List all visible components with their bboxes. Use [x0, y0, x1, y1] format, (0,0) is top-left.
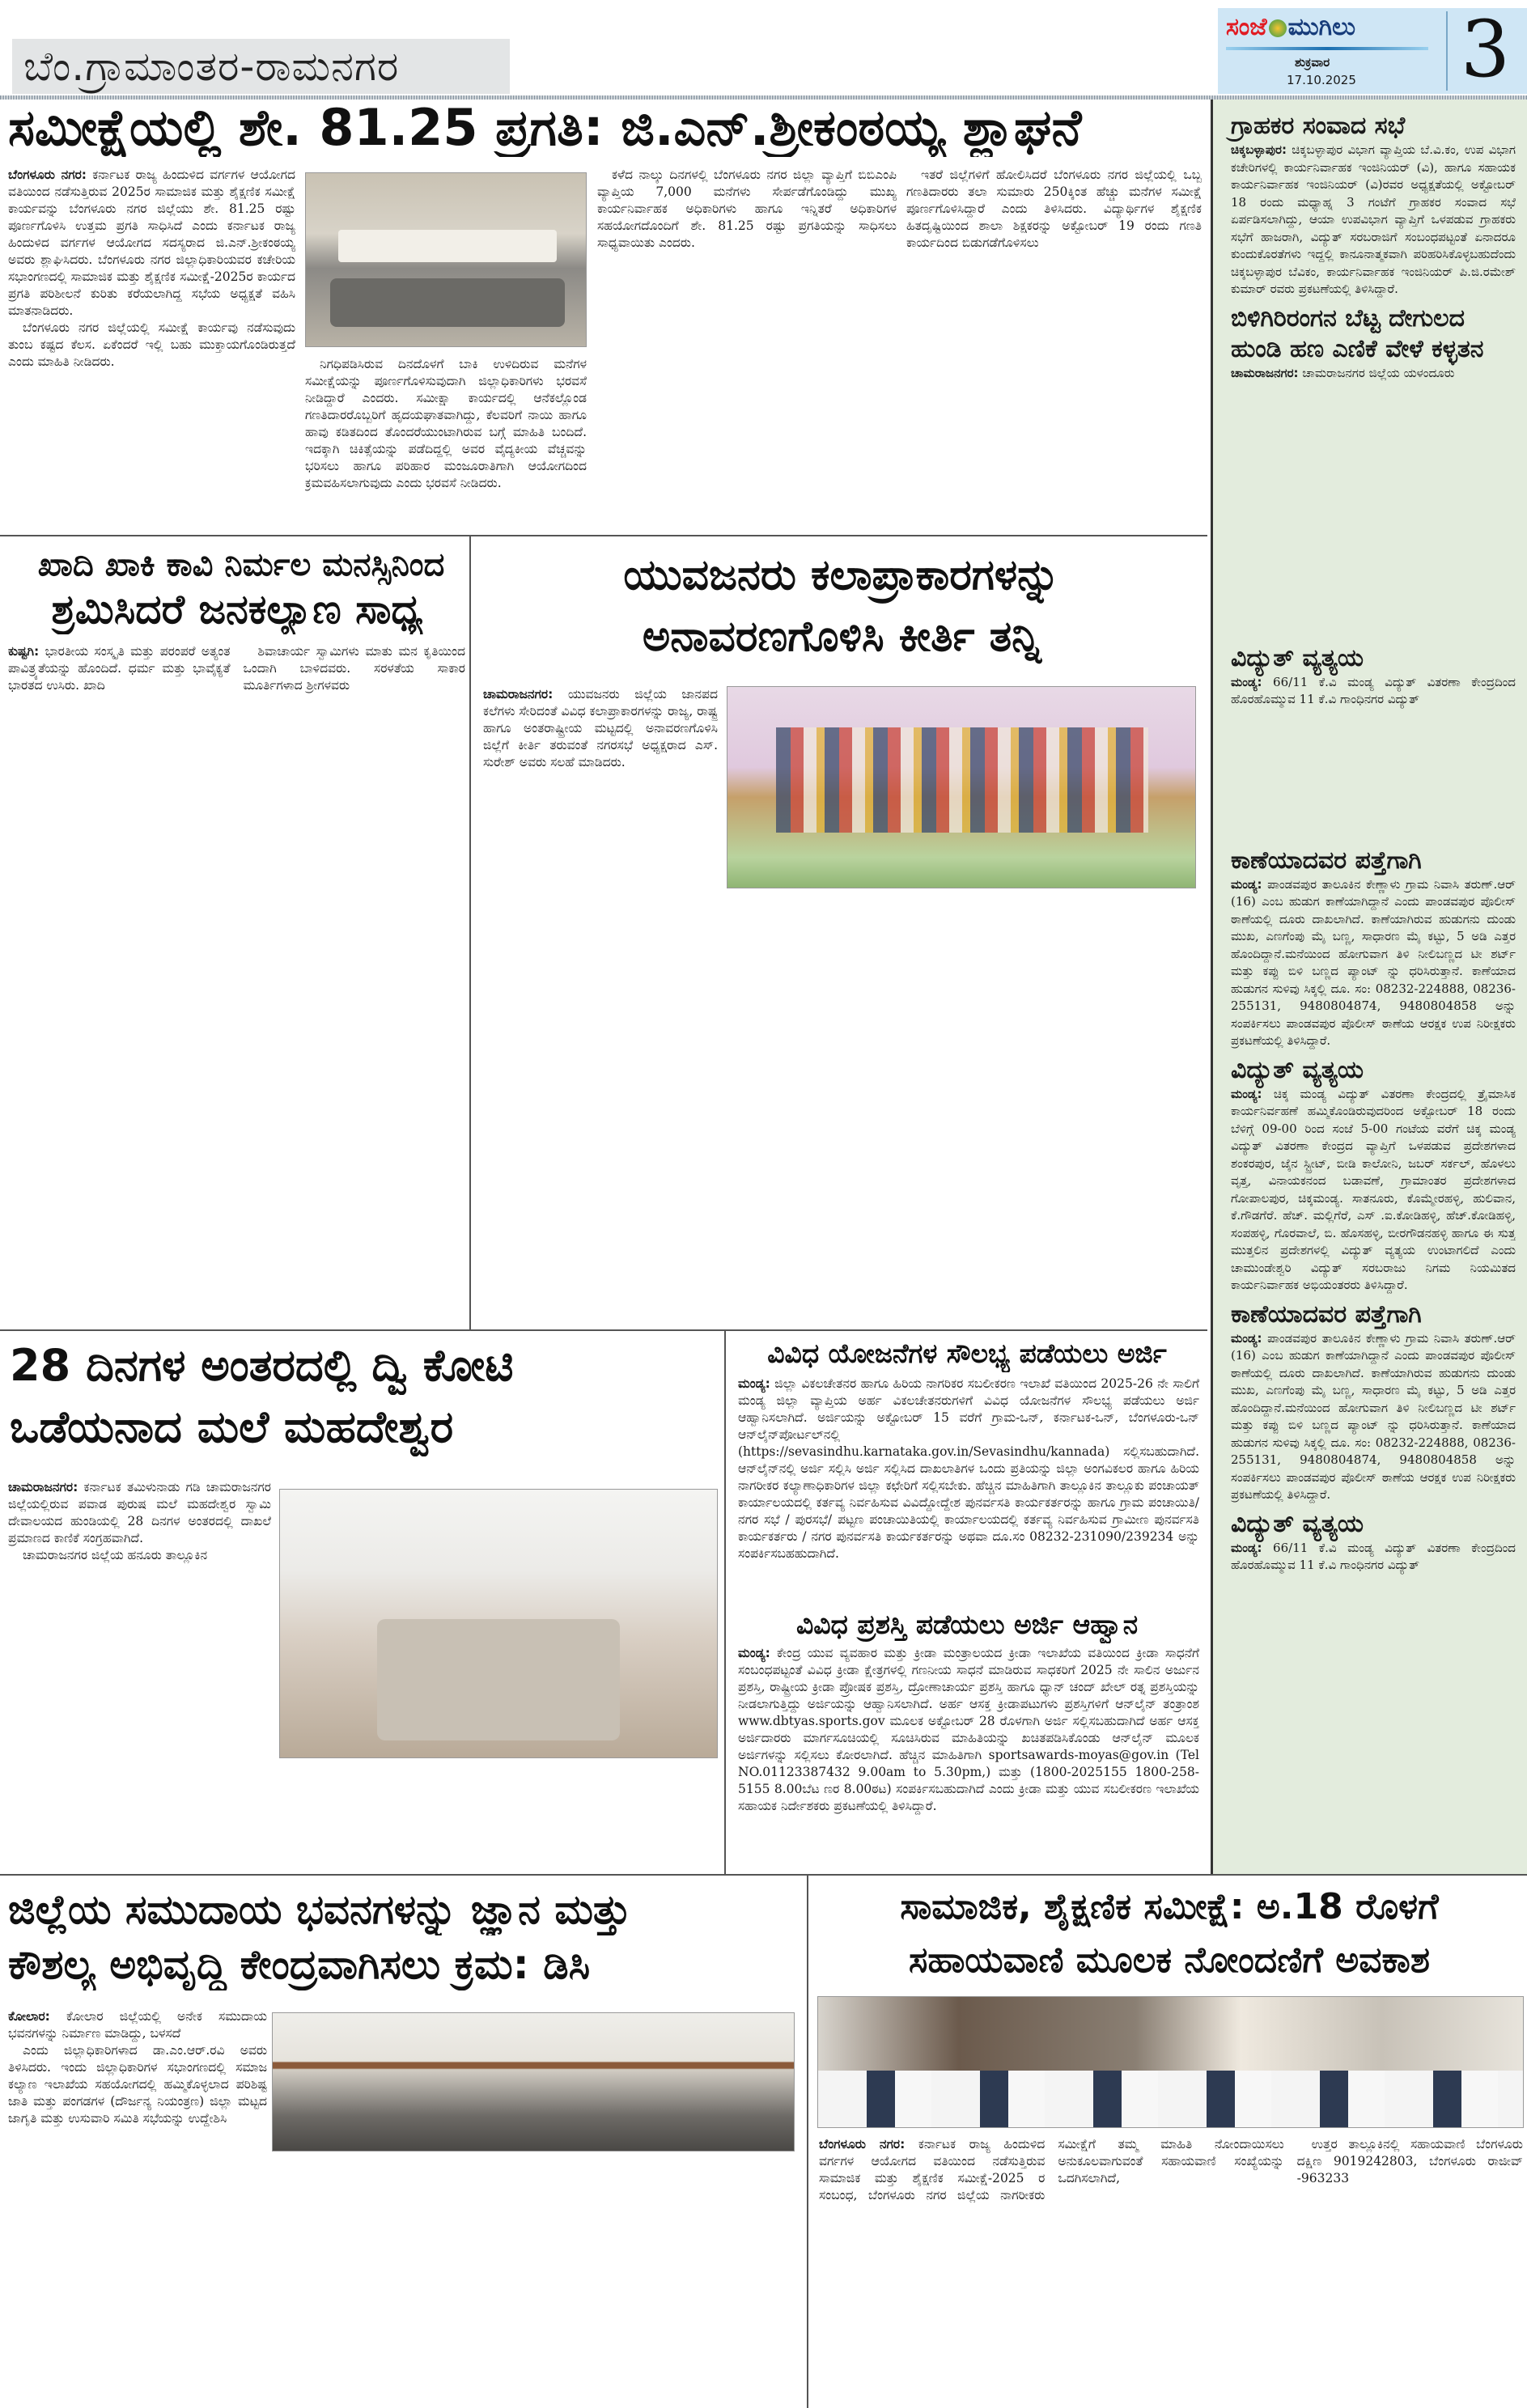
dateline: ಮಂಡ್ಯ:: [1231, 1330, 1262, 1346]
article-survey-col2b: [305, 356, 587, 530]
paragraph: ಕರ್ನಾಟಕ ತಮಿಳುನಾಡು ಗಡಿ ಚಾಮರಾಜನಗರ ಜಿಲ್ಲೆಯಲ್ಲಿರುವ ಪವಾಡ ಪುರುಷ ಮಲೆ ಮಹದೇಶ್ವರ ಸ್ವಾಮಿ ದೇವಾಲಯದ ಹುಂಡಿಯಲ್ಲಿ 28 ದಿನಗಳ ಅಂತರದಲ್ಲಿ ದಾಖಲೆ ಪ್ರಮಾಣದ ಕಾಣಿಕೆ ಸಂಗ್ರಹವಾಗಿದೆ.: [8, 1480, 271, 1545]
brief-item: [1231, 1509, 1516, 1575]
paragraph: ಕರ್ನಾಟಕ ರಾಜ್ಯ ಹಿಂದುಳಿದ ವರ್ಗಗಳ ಆಯೋಗದ ವತಿಯಿಂದ ನಡೆಸುತ್ತಿರುವ 2025ರ ಸಾಮಾಜಿಕ ಮತ್ತು ಶೈಕ್ಷಣಿಕ ಸಮೀಕ್ಷೆ ಕಾರ್ಯವನ್ನು ಬೆಂಗಳೂರು ನಗರ ಜಿಲ್ಲೆಯು ಶೇ. 81.25 ರಷ್ಟು ಪೂರ್ಣಗೊಳಿಸಿ ಉತ್ತಮ ಪ್ರಗತಿ ಸಾಧಿಸಿದೆ ಎಂದು ಕರ್ನಾಟಕ ರಾಜ್ಯ ಹಿಂದುಳಿದ ವರ್ಗಗಳ ಆಯೋಗದ ಸದಸ್ಯರಾದ ಜಿ.ಎನ್.ಶ್ರೀಕಂಠಯ್ಯ ಅವರು ಶ್ಲಾಘಿಸಿದರು. ಬೆಂಗಳೂರು ನಗರ ಜಿಲ್ಲಾಧಿಕಾರಿಯವರ ಕಚೇರಿಯ ಸಭಾಂಗಣದಲ್ಲಿ ಸಾಮಾಜಿಕ ಮತ್ತು ಶೈಕ್ಷಣಿಕ ಸಮೀಕ್ಷೆ-2025ರ ಕಾರ್ಯದ ಪ್ರಗತಿ ಪರಿಶೀಲನೆ ಕುರಿತು ಕರೆಯಲಾಗಿದ್ದ ಸಭೆಯ ಅಧ್ಯಕ್ಷತೆ ವಹಿಸಿ ಮಾತನಾಡಿದರು.: [8, 167, 295, 318]
divider: [0, 1874, 1527, 1876]
sun-logo-icon: [1269, 19, 1287, 37]
brief-body: ಚಾಮರಾಜನಗರ ಜಿಲ್ಲೆಯ ಯಳಂದೂರು: [1302, 365, 1455, 380]
brief-body: 66/11 ಕೆ.ವಿ ಮಂಡ್ಯ ವಿದ್ಯುತ್ ವಿತರಣಾ ಕೇಂದ್ರದಿಂದ ಹೊರಹೊಮ್ಮುವ 11 ಕೆ.ವಿ ಗಾಂಧಿನಗರ ವಿದ್ಯುತ್: [1231, 1540, 1516, 1572]
masthead: [1218, 4, 1527, 95]
dateline: ಚಾಮರಾಜನಗರ:: [483, 687, 554, 702]
brief-title: ವಿದ್ಯುತ್ ವ್ಯತ್ಯಯ: [1231, 1509, 1364, 1538]
brief-title: ಬಿಳಿಗಿರಿರಂಗನ ಬೆಟ್ಟ ದೇಗುಲದ ಹುಂಡಿ ಹಣ ಎಣಿಕೆ ವೇಳೆ ಕಳ್ಳತನ: [1231, 303, 1484, 363]
dateline: ಬೆಂಗಳೂರು ನಗರ:: [819, 2137, 906, 2152]
article-youth-headline-2: ಅನಾವರಣಗೊಳಿಸಿ ಕೀರ್ತಿ ತನ್ನಿ: [642, 613, 1041, 661]
article-schemes-headline: ವಿವಿಧ ಯೋಜನೆಗಳ ಸೌಲಭ್ಯ ಪಡೆಯಲು ಅರ್ಜಿ: [767, 1338, 1167, 1369]
logo-name-part1: ಸಂಜೆ: [1226, 13, 1267, 41]
paragraph: ಬೆಂಗಳೂರು ನಗರ ಜಿಲ್ಲೆಯಲ್ಲಿ ಸಮೀಕ್ಷೆ ಕಾರ್ಯವು ನಡೆಸುವುದು ತುಂಬ ಕಷ್ಟದ ಕೆಲಸ. ಏಕೆಂದರೆ ಇಲ್ಲಿ ಬಹು ಮುಕ್ತಾಯಗೊಂಡಿರುತ್ತದೆ ಎಂದು ಮಾಹಿತಿ ನೀಡಿದರು.: [8, 320, 295, 369]
paragraph: ಕೋಲಾರ ಜಿಲ್ಲೆಯಲ್ಲಿ ಅನೇಕ ಸಮುದಾಯ ಭವನಗಳನ್ನು ನಿರ್ಮಾಣ ಮಾಡಿದ್ದು, ಬಳಸದೆ: [8, 2009, 267, 2041]
article-survey-photo: [305, 172, 587, 347]
divider: [469, 536, 471, 1329]
article-awards-headline: ವಿವಿಧ ಪ್ರಶಸ್ತಿ ಪಡೆಯಲು ಅರ್ಜಿ ಆಹ್ವಾನ: [795, 1609, 1139, 1640]
article-survey-headline: ಸಮೀಕ್ಷೆಯಲ್ಲಿ ಶೇ. 81.25 ಪ್ರಗತಿ: ಜಿ.ಎನ್.ಶ್ರೀಕಂಠಯ್ಯ ಶ್ಲಾಘನೆ: [8, 99, 1082, 157]
news-briefs-sidebar: [1211, 100, 1527, 1874]
article-mm-body: [8, 1764, 719, 1869]
article-survey-col1: [8, 167, 295, 531]
brief-title: ಗ್ರಾಹಕರ ಸಂವಾದ ಸಭೆ: [1231, 112, 1406, 140]
brief-item: [1231, 299, 1516, 638]
brief-title: ಕಾಣೆಯಾದವರ ಪತ್ತೆಗಾಗಿ: [1231, 1299, 1422, 1329]
brief-item: [1231, 1055, 1516, 1295]
dateline: ಮಂಡ್ಯ:: [738, 1376, 770, 1391]
dateline: ಚಾಮರಾಜನಗರ:: [8, 1480, 78, 1494]
masthead-divider: [1446, 11, 1448, 91]
article-youth-headline-1: ಯುವಜನರು ಕಲಾಪ್ರಾಕಾರಗಳನ್ನು: [623, 551, 1060, 600]
dateline: ಮಂಡ್ಯ:: [1231, 876, 1262, 892]
paragraph: ಜಿಲ್ಲಾ ವಿಕಲಚೇತನರ ಹಾಗೂ ಹಿರಿಯ ನಾಗರಿಕರ ಸಬಲೀಕರಣ ಇಲಾಖೆ ವತಿಯಿಂದ 2025-26 ನೇ ಸಾಲಿಗೆ ಮಂಡ್ಯ ಜಿಲ್ಲಾ ವ್ಯಾಪ್ತಿಯ ಅರ್ಹ ವಿಕಲಚೇತನರುಗಳಿಗೆ ವಿವಿಧ ಯೋಜನೆಗಳ ಸೌಲಭ್ಯ ಪಡೆಯಲು ಅರ್ಜಿ ಆಹ್ವಾನಿಸಲಾಗಿದೆ. ಅರ್ಜಿಯನ್ನು ಅಕ್ಟೋಬರ್ 15 ವರೆಗೆ ಗ್ರಾಮ-ಒನ್, ಕರ್ನಾಟಕ-ಒನ್, ಬೆಂಗಳೂರು-ಒನ್ ಆನ್‌ಲೈನ್‌ಪೋರ್ಟಲ್‌ನಲ್ಲಿ (https://sevasindhu.karnataka.gov.in/Sevasindhu/kannada) ಸಲ್ಲಿಸಬಹುದಾಗಿದೆ. ಆನ್‌ಲೈನ್‌ನಲ್ಲಿ ಅರ್ಜಿ ಸಲ್ಲಿಸಿ ಅರ್ಜಿ ಸಲ್ಲಿಸಿದ ದಾಖಲಾತಿಗಳ ಒಂದು ಪ್ರತಿಯನ್ನು ಜಿಲ್ಲಾ ಅಂಗವಿಕಲರ ಹಾಗೂ ಹಿರಿಯ ನಾಗರೀಕರ ಕಲ್ಯಾಣಾಧಿಕಾರಿಗಳ ಜಿಲ್ಲಾ ಕಛೇರಿಗೆ ಸಲ್ಲಿಸಬೇಕು. ಹೆಚ್ಚಿನ ಮಾಹಿತಿಗಾಗಿ ತಾಲ್ಲೂಕಿನ ತಾಲ್ಲೂಕು ಪಂಚಾಯತ್ ಕಾರ್ಯಾಲಯದಲ್ಲಿ ಕರ್ತವ್ಯ ನಿರ್ವಹಿಸುವ ವಿವಿದ್ದೋದ್ದೇಶ ಪುನರ್ವಸತಿ ಕಾರ್ಯಕರ್ತರನ್ನು ಹಾಗೂ ಗ್ರಾಮ ಪಂಚಾಯಿತಿ/ ನಗರ ಸಭೆ / ಪುರಸಭೆ/ ಪಟ್ಟಣ ಪಂಚಾಯಿತಿಯಲ್ಲಿ ಕಾರ್ಯಾಲಯದಲ್ಲಿ ಕರ್ತವ್ಯ ನಿರ್ವಹಿಸುವ ಗ್ರಾಮೀಣ ಪುನರ್ವಸತಿ ಕಾರ್ಯಕರ್ತರು / ನಗರ ಪುನರ್ವಸತಿ ಕಾರ್ಯಕರ್ತರನ್ನು ಅಥವಾ ದೂ.ಸಂ 08232-231090/239234 ಅನ್ನು ಸಂಪರ್ಕಿಸಬಹಹುದಾಗಿದೆ.: [738, 1376, 1199, 1561]
brief-body: ಪಾಂಡವಪುರ ತಾಲೂಕಿನ ಕೇಣ್ಣಾಳು ಗ್ರಾಮ ನಿವಾಸಿ ತರುಣ್.ಆರ್ (16) ಎಂಬ ಹುಡುಗ ಕಾಣೆಯಾಗಿದ್ದಾನೆ ಎಂದು ಪಾಂಡವಪುರ ಪೊಲೀಸ್ ಠಾಣೆಯಲ್ಲಿ ದೂರು ದಾಖಲಾಗಿದೆ. ಕಾಣೆಯಾಗಿರುವ ಹುಡುಗನು ದುಂಡು ಮುಖ, ಎಣಗೆಂಪು ಮೈ ಬಣ್ಣ, ಸಾಧಾರಣ ಮೈ ಕಟ್ಟು, 5 ಅಡಿ ಎತ್ತರ ಹೊಂದಿದ್ದಾನೆ.ಮನೆಯಿಂದ ಹೋಗುವಾಗ ತಿಳಿ ನೀಲಿಬಣ್ಣದ ಟೀ ಶರ್ಟ್ ಮತ್ತು ಕಪ್ಪು ಬಿಳಿ ಬಣ್ಣದ ಪ್ಯಾಂಟ್ ನ್ನು ಧರಿಸಿರುತ್ತಾನೆ. ಕಾಣೆಯಾದ ಹುಡುಗನ ಸುಳಿವು ಸಿಕ್ಕಲ್ಲಿ ದೂ. ಸಂ: 08232-224888, 08236-255131, 9480804874, 9480804858 ಅನ್ನು ಸಂಪರ್ಕಿಸಲು ಪಾಂಡವಪುರ ಪೊಲೀಸ್ ಠಾಣೆಯ ಆರಕ್ಷಕ ಉಪ ನಿರೀಕ್ಷಕರು ಪ್ರಕಟಣೆಯಲ್ಲಿ ತಿಳಿಸಿದ್ದಾರೆ.: [1231, 1330, 1516, 1502]
article-halls-headline-1: ಜಿಲ್ಲೆಯ ಸಮುದಾಯ ಭವನಗಳನ್ನು ಜ್ಞಾನ ಮತ್ತು: [8, 1886, 631, 1933]
section-title: ಬೆಂ.ಗ್ರಾಮಾಂತರ-ರಾಮನಗರ: [12, 39, 510, 94]
dateline: ಚಾಮರಾಜನಗರ:: [1231, 365, 1299, 380]
article-survey-col4: [906, 167, 1202, 531]
paragraph: ಉತ್ತರ ತಾಲ್ಲೂಕಿನಲ್ಲಿ ಸಹಾಯವಾಣಿ ಬೆಂಗಳೂರು ದಕ್ಷಿಣ 9019242803, ಬೆಂಗಳೂರು ರಾಜೀವ್ -963233: [1296, 2137, 1523, 2185]
dateline: ಬೆಂಗಳೂರು ನಗರ:: [8, 167, 87, 182]
article-mm-photo: [279, 1489, 718, 1758]
logo-name-part2: ಮುಗಿಲು: [1287, 13, 1356, 41]
dateline: ಮಂಡ್ಯ:: [1231, 1540, 1262, 1555]
paragraph: ಯುವಜನರು ಜಿಲ್ಲೆಯ ಜಾನಪದ ಕಲೆಗಳು ಸೇರಿದಂತೆ ವಿವಿಧ ಕಲಾಪ್ರಾಕಾರಗಳನ್ನು ರಾಜ್ಯ, ರಾಷ್ಟ್ರ ಹಾಗೂ ಅಂತರಾಷ್ಟ್ರೀಯ ಮಟ್ಟದಲ್ಲಿ ಅನಾವರಣಗೊಳಿಸಿ ಜಿಲ್ಲೆಗೆ ಕೀರ್ತಿ ತರುವಂತೆ ನಗರಸಭೆ ಅಧ್ಯಕ್ಷರಾದ ಎಸ್. ಸುರೇಶ್ ಅವರು ಸಲಹೆ ಮಾಡಿದರು.: [483, 687, 718, 769]
dateline: ಮಂಡ್ಯ:: [738, 1646, 770, 1660]
article-helpline-headline-1: ಸಾಮಾಜಿಕ, ಶೈಕ್ಷಣಿಕ ಸಮೀಕ್ಷೆ: ಅ.18 ರೊಳಗೆ: [900, 1886, 1439, 1927]
article-khadi-headline-1: ಖಾದಿ ಖಾಕಿ ಕಾವಿ ನಿರ್ಮಲ ಮನಸ್ಸಿನಿಂದ: [37, 546, 445, 583]
article-halls-headline-2: ಕೌಶಲ್ಯ ಅಭಿವೃದ್ಧಿ ಕೇಂದ್ರವಾಗಿಸಲು ಕ್ರಮ: ಡಿಸಿ: [8, 1941, 591, 1988]
article-khadi-headline-2: ಶ್ರಮಿಸಿದರೆ ಜನಕಲ್ಯಾಣ ಸಾಧ್ಯ: [51, 586, 423, 633]
brief-item: [1231, 846, 1516, 1050]
article-mm-headline-2: ಒಡೆಯನಾದ ಮಲೆ ಮಹದೇಶ್ವರ: [10, 1401, 454, 1452]
paragraph: ಎಂದು ಜಿಲ್ಲಾಧಿಕಾರಿಗಳಾದ ಡಾ.ಎಂ.ಆರ್.ರವಿ ಅವರು ತಿಳಿಸಿದರು. ಇಂದು ಜಿಲ್ಲಾಧಿಕಾರಿಗಳ ಸಭಾಂಗಣದಲ್ಲಿ ಸಮಾಜ ಕಲ್ಯಾಣ ಇಲಾಖೆಯ ಸಹಯೋಗದಲ್ಲಿ ಹಮ್ಮಿಕೊಳ್ಳಲಾದ ಪರಿಶಿಷ್ಟ ಜಾತಿ ಮತ್ತು ಪಂಗಡಗಳ (ದೌರ್ಜನ್ಯ ನಿಯಂತ್ರಣ) ಜಿಲ್ಲಾ ಮಟ್ಟದ ಜಾಗೃತಿ ಮತ್ತು ಉಸುವಾರಿ ಸಮಿತಿ ಸಭೆಯನ್ನು ಉದ್ದೇಶಿಸಿ: [8, 2043, 267, 2126]
paragraph: ಭಾರತೀಯ ಸಂಸ್ಕೃತಿ ಮತ್ತು ಪರಂಪರೆ ಅತ್ಯಂತ ಪಾವಿತ್ರ್ಯತೆಯನ್ನು ಹೊಂದಿದೆ. ಧರ್ಮ ಮತ್ತು ಭಾವೈಕ್ಯತೆ ಭಾರತದ ಉಸಿರು. ಖಾದಿ: [8, 644, 231, 693]
article-youth-body: [483, 897, 1199, 1325]
article-halls-col1: [8, 2008, 267, 2405]
paragraph: ಕಳೆದ ನಾಲ್ಕು ದಿನಗಳಲ್ಲಿ ಬೆಂಗಳೂರು ನಗರ ಜಿಲ್ಲಾ ವ್ಯಾಪ್ತಿಗೆ ಬಿಬಿಎಂಪಿ ವ್ಯಾಪ್ತಿಯ 7,000 ಮನೆಗಳು ಸೇರ್ಪಡೆಗೊಂಡಿದ್ದು ಮುಖ್ಯ ಕಾರ್ಯನಿರ್ವಾಹಕ ಅಧಿಕಾರಿಗಳು ಹಾಗೂ ಇನ್ನಿತರೆ ಅಧಿಕಾರಿಗಳ ಸಹಯೋಗದೊಂದಿಗೆ ಶೇ. 81.25 ರಷ್ಟು ಪ್ರಗತಿಯನ್ನು ಸಾಧಿಸಲು ಸಾಧ್ಯವಾಯಿತು ಎಂದರು.: [597, 167, 897, 250]
article-mm-headline-1: 28 ದಿನಗಳ ಅಂತರದಲ್ಲಿ ದ್ವಿ ಕೋಟಿ: [10, 1340, 514, 1391]
paragraph: ನಿಗಧಿಪಡಿಸಿರುವ ದಿನದೊಳಗೆ ಬಾಕಿ ಉಳಿದಿರುವ ಮನೆಗಳ ಸಮೀಕ್ಷೆಯನ್ನು ಪೂರ್ಣಗೊಳಿಸುವುದಾಗಿ ಜಿಲ್ಲಾಧಿಕಾರಿಗಳು ಭರವಸೆ ನೀಡಿದ್ದಾರೆ ಎಂದರು. ಸಮೀಕ್ಷಾ ಕಾರ್ಯದಲ್ಲಿ ಆನೆಕಲ್ಲೊಂಡ ಗಣತಿದಾರರೊಬ್ಬರಿಗೆ ಹೃದಯಘಾತವಾಗಿದ್ದು, ಕೆಲವರಿಗೆ ನಾಯಿ ಹಾಗೂ ಹಾವು ಕಡಿತದಿಂದ ತೊಂದರೆಯುಂಟಾಗಿರುವ ಬಗ್ಗೆ ಮಾಹಿತಿ ಬಂದಿದೆ. ಇದಕ್ಕಾಗಿ ಚಿಕಿತ್ಸೆಯನ್ನು ಪಡೆದಿದ್ದಲ್ಲಿ ಅವರ ವೈದ್ಯಕೀಯ ವೆಚ್ಚವನ್ನು ಭರಿಸಲು ಹಾಗೂ ಪರಿಹಾರ ಮಂಜೂರಾತಿಗಾಗಿ ಆಯೋಗದಿಂದ ಕ್ರಮವಹಿಸಲಾಗುವುದು ಎಂದು ಭರವಸೆ ನೀಡಿದರು.: [305, 357, 587, 490]
issue-day: ಶುಕ್ರವಾರ: [1295, 55, 1330, 70]
article-helpline-body: [819, 2136, 1523, 2405]
article-awards-body: [738, 1645, 1199, 1867]
brief-title: ಕಾಣೆಯಾದವರ ಪತ್ತೆಗಾಗಿ: [1231, 846, 1422, 875]
brief-body: ಚಿಕ್ಕಬಳ್ಳಾಪುರ ವಿಭಾಗ ವ್ಯಾಪ್ತಿಯ ಬೆ.ವಿ.ಕಂ, ಉಪ ವಿಭಾಗ ಕಚೇರಿಗಳಲ್ಲಿ ಕಾರ್ಯನಿರ್ವಾಹಕ ಇಂಜಿನಿಯರ್ (ವಿ), ಹಾಗೂ ಸಹಾಯಕ ಕಾರ್ಯನಿರ್ವಾಹಕ ಇಂಜಿನಿಯರ್ (ವಿ)ರವರ ಅಧ್ಯಕ್ಷತೆಯಲ್ಲಿ ಅಕ್ಟೋಬರ್ 18 ರಂದು ಮಧ್ಯಾಹ್ನ 3 ಗಂಟೆಗೆ ಗ್ರಾಹಕರ ಸಂವಾದ ಸಭೆ ಏರ್ಪಡಿಸಲಾಗಿದ್ದು, ಆಯಾ ಉಪವಿಭಾಗ ವ್ಯಾಪ್ತಿಗೆ ಒಳಪಡುವ ಗ್ರಾಹಕರು ಸಭೆಗೆ ಹಾಜರಾಗಿ, ವಿದ್ಯುತ್ ಸರಬರಾಜಿಗೆ ಸಂಬಂಧಪಟ್ಟಂತೆ ಏನಾದರೂ ಕುಂದುಕೊರತೆಗಳು ಇದ್ದಲ್ಲಿ ಕಾನೂನಾತ್ಮಕವಾಗಿ ಪರಿಹರಿಸಿಕೊಳ್ಳಬಹುದೆಂದು ಚಿಕ್ಕಬಳ್ಳಾಪುರ ಬೆವಿಕಂ, ಕಾರ್ಯನಿರ್ವಾಹಕ ಇಂಜಿನಿಯರ್ ಪಿ.ಜಿ.ರಮೇಶ್ ಕುಮಾರ್ ರವರು ಪ್ರಕಟಣೆಯಲ್ಲಿ ತಿಳಿಸಿದ್ದಾರೆ.: [1231, 142, 1516, 296]
brief-body: ಪಾಂಡವಪುರ ತಾಲೂಕಿನ ಕೇಣ್ಣಾಳು ಗ್ರಾಮ ನಿವಾಸಿ ತರುಣ್.ಆರ್ (16) ಎಂಬ ಹುಡುಗ ಕಾಣೆಯಾಗಿದ್ದಾನೆ ಎಂದು ಪಾಂಡವಪುರ ಪೊಲೀಸ್ ಠಾಣೆಯಲ್ಲಿ ದೂರು ದಾಖಲಾಗಿದೆ. ಕಾಣೆಯಾಗಿರುವ ಹುಡುಗನು ದುಂಡು ಮುಖ, ಎಣಗೆಂಪು ಮೈ ಬಣ್ಣ, ಸಾಧಾರಣ ಮೈ ಕಟ್ಟು, 5 ಅಡಿ ಎತ್ತರ ಹೊಂದಿದ್ದಾನೆ.ಮನೆಯಿಂದ ಹೋಗುವಾಗ ತಿಳಿ ನೀಲಿಬಣ್ಣದ ಟೀ ಶರ್ಟ್ ಮತ್ತು ಕಪ್ಪು ಬಿಳಿ ಬಣ್ಣದ ಪ್ಯಾಂಟ್ ನ್ನು ಧರಿಸಿರುತ್ತಾನೆ. ಕಾಣೆಯಾದ ಹುಡುಗನ ಸುಳಿವು ಸಿಕ್ಕಲ್ಲಿ ದೂ. ಸಂ: 08232-224888, 08236-255131, 9480804874, 9480804858 ಅನ್ನು ಸಂಪರ್ಕಿಸಲು ಪಾಂಡವಪುರ ಪೊಲೀಸ್ ಠಾಣೆಯ ಆರಕ್ಷಕ ಉಪ ನಿರೀಕ್ಷಕರು ಪ್ರಕಟಣೆಯಲ್ಲಿ ತಿಳಿಸಿದ್ದಾರೆ.: [1231, 876, 1516, 1048]
article-helpline-photo: [817, 1996, 1524, 2128]
paragraph: ಕೇಂದ್ರ ಯುವ ವ್ಯವಹಾರ ಮತ್ತು ಕ್ರೀಡಾ ಮಂತ್ರಾಲಯದ ಕ್ರೀಡಾ ಇಲಾಖೆಯ ವತಿಯಿಂದ ಕ್ರೀಡಾ ಸಾಧನೆಗೆ ಸಂಬಂಧಪಟ್ಟಂತೆ ವಿವಿಧ ಕ್ರೀಡಾ ಕ್ಷೇತ್ರಗಳಲ್ಲಿ ಗಣನೀಯ ಸಾಧನೆ ಮಾಡಿರುವ ಸಾಧಕರಿಗೆ 2025 ನೇ ಸಾಲಿನ ಅರ್ಜುನ ಪ್ರಶಸ್ತಿ, ರಾಷ್ಟ್ರೀಯ ಕ್ರೀಡಾ ಪ್ರೋಷಕ ಪ್ರಶಸ್ತಿ, ದ್ರೋಣಾಚಾರ್ಯ ಪ್ರಶಸ್ತಿ ಹಾಗೂ ಧ್ಯಾನ್ ಚಂದ್ ಖೇಲ್ ರತ್ನ ಪ್ರಶಸ್ತಿಯನ್ನು ನೀಡಲಾಗುತ್ತಿದ್ದು ಅರ್ಜಿಯನ್ನು ಆಹ್ವಾನಿಸಲಾಗಿದೆ. ಅರ್ಹ ಆಸಕ್ತ ಕ್ರೀಡಾಪಟುಗಳು ಪ್ರಶಸ್ತಿಗಳಿಗೆ ಆನ್‌ಲೈನ್ ತಂತ್ರಾಂಶ www.dbtyas.sports.gov ಮೂಲಕ ಅಕ್ಟೋಬರ್ 28 ರೊಳಗಾಗಿ ಅರ್ಜಿ ಸಲ್ಲಿಸಬಹುದಾಗಿದೆ ಅರ್ಹ ಆಸಕ್ತ ಅರ್ಜಿದಾರರು ಮಾರ್ಗಸೂಚಿಯಲ್ಲಿ ಸೂಚಿಸಿರುವ ಮಾಹಿತಿಯನ್ನು ಖಚಿತಪಡಿಸಿಕೊಂಡು ಆನ್‌ಲೈನ್ ಮೂಲಕ ಅರ್ಜಿಗಳನ್ನು ಸಲ್ಲಿಸಲು ಕೋರಲಾಗಿದೆ. ಹೆಚ್ಚಿನ ಮಾಹಿತಿಗಾಗಿ sportsawards-moyas@gov.in (Tel NO.01123387432 9.00am to 5.30pm,) ಮತ್ತು (1800-2025155 1800-258-5155 8.00ಬೆಟ ಣರ 8.00ಠಟ) ಸಂಪರ್ಕಿಸಬಹುದಾಗಿದೆ ಎಂದು ಕ್ರೀಡಾ ಮತ್ತು ಯುವ ಸಬಲೀಕರಣ ಇಲಾಖೆಯ ಸಹಾಯಕ ನಿರ್ದೇಶಕರು ಪ್ರಕಟಣೆಯಲ್ಲಿ ತಿಳಿಸಿದ್ದಾರೆ.: [738, 1646, 1199, 1813]
logo-underline: [1226, 47, 1428, 50]
issue-date: 17.10.2025: [1287, 73, 1356, 87]
divider: [807, 1876, 808, 2408]
newspaper-logo: [1226, 13, 1355, 41]
article-halls-photo: [272, 2012, 795, 2152]
divider: [724, 1331, 726, 1874]
divider: [0, 535, 1207, 536]
paragraph: ಶಿವಾಚಾರ್ಯ ಸ್ವಾಮಿಗಳು ಮಾತು ಮನ ಕೃತಿಯಿಂದ ಒಂದಾಗಿ ಬಾಳಿದವರು. ಸರಳತೆಯ ಸಾಕಾರ ಮೂರ್ತಿಗಳಾದ ಶ್ರೀಗಳವರು: [243, 644, 465, 693]
article-schemes-body: [738, 1376, 1199, 1610]
dateline: ಮಂಡ್ಯ:: [1231, 674, 1262, 689]
article-mm-lead: [8, 1479, 271, 1754]
brief-body: 66/11 ಕೆ.ವಿ ಮಂಡ್ಯ ವಿದ್ಯುತ್ ವಿತರಣಾ ಕೇಂದ್ರದಿಂದ ಹೊರಹೊಮ್ಮುವ 11 ಕೆ.ವಿ ಗಾಂಧಿನಗರ ವಿದ್ಯುತ್: [1231, 674, 1516, 706]
brief-title: ವಿದ್ಯುತ್ ವ್ಯತ್ಯಯ: [1231, 1055, 1364, 1084]
dateline: ಮಂಡ್ಯ:: [1231, 1086, 1262, 1101]
dateline: ಕುಷ್ಟಗಿ:: [8, 644, 40, 659]
paragraph: ಚಾಮರಾಜನಗರ ಜಿಲ್ಲೆಯ ಹನೂರು ತಾಲ್ಲೂಕಿನ: [23, 1548, 208, 1562]
brief-title: ವಿದ್ಯುತ್ ವ್ಯತ್ಯಯ: [1231, 643, 1364, 672]
dateline: ಕೋಲಾರ:: [8, 2009, 50, 2024]
brief-item: [1231, 111, 1516, 299]
divider: [0, 1329, 1207, 1331]
paragraph: ಇತರೆ ಜಿಲ್ಲೆಗಳಿಗೆ ಹೋಲಿಸಿದರೆ ಬೆಂಗಳೂರು ನಗರ ಜಿಲ್ಲೆಯಲ್ಲಿ ಒಬ್ಬ ಗಣತಿದಾರರು ತಲಾ ಸುಮಾರು 250ಕ್ಕಿಂತ ಹೆಚ್ಚು ಮನೆಗಳ ಸಮೀಕ್ಷೆ ಪೂರ್ಣಗೊಳಿಸಿದ್ದಾರೆ ಎಂದು ತಿಳಿಸಿದರು. ವಿದ್ಯಾರ್ಥಿಗಳ ಶೈಕ್ಷಣಿಕ ಹಿತದೃಷ್ಟಿಯಿಂದ ಶಾಲಾ ಶಿಕ್ಷಕರನ್ನು ಅಕ್ಟೋಬರ್ 19 ರಂದು ಗಣತಿ ಕಾರ್ಯದಿಂದ ಬಿಡುಗಡೆಗೊಳಿಸಲು: [906, 167, 1202, 250]
brief-item: [1231, 638, 1516, 841]
brief-item: [1231, 1299, 1516, 1504]
article-khadi-body: [8, 643, 465, 1323]
article-youth-photo: [727, 686, 1196, 888]
dateline: ಚಿಕ್ಕಬಳ್ಳಾಪುರ:: [1231, 142, 1287, 157]
article-helpline-headline-2: ಸಹಾಯವಾಣಿ ಮೂಲಕ ನೋಂದಣಿಗೆ ಅವಕಾಶ: [909, 1940, 1430, 1981]
brief-body: ಚಿಕ್ಕ ಮಂಡ್ಯ ವಿದ್ಯುತ್ ವಿತರಣಾ ಕೇಂದ್ರದಲ್ಲಿ ತ್ರೈಮಾಸಿಕ ಕಾರ್ಯನಿರ್ವಹಣೆ ಹಮ್ಮಿಕೊಂಡಿರುವುದರಿಂದ ಅಕ್ಟೋಬರ್ 18 ರಂದು ಬೆಳಿಗ್ಗೆ 09-00 ರಿಂದ ಸಂಜೆ 5-00 ಗಂಟೆಯ ವರೆಗೆ ಚಿಕ್ಕ ಮಂಡ್ಯ ವಿದ್ಯುತ್ ವಿತರಣಾ ಕೇಂದ್ರದ ವ್ಯಾಪ್ತಿಗೆ ಒಳಪಡುವ ಪ್ರದೇಶಗಳಾದ ಶಂಕರಪುರ, ಜೈನ ಸ್ಟ್ರೀಟ್, ಬೀಡಿ ಕಾಲೋನಿ, ಜಬರ್ ಸರ್ಕಲ್, ಹೊಳಲು ವೃತ್ತ, ವಿನಾಯಕನಂದ ಬಡಾವಣೆ, ಗ್ರಾಮಾಂತರ ಪ್ರದೇಶಗಳಾದ ಗೋಪಾಲಪುರ, ಚಿಕ್ಕಮಂಡ್ಯ. ಸಾತನೂರು, ಕೊಮ್ಮೇರಹಳ್ಳಿ, ಹುಲಿವಾನ, ಕೆ.ಗೌಡಗೆರೆ. ಹೆಚ್. ಮಲ್ಲಿಗೆರೆ, ಎಸ್ .ಐ.ಕೋಡಿಹಳ್ಳಿ, ಹೆಚ್.ಕೋಡಿಹಳ್ಳಿ, ಸಂಪಹಳ್ಳಿ, ಗೊರವಾಲೆ, ಬಿ. ಹೊಸಹಳ್ಳಿ, ಬೀರಗೌಡನಹಳ್ಳಿ ಹಾಗೂ ಈ ಸುತ್ತ ಮುತ್ತಲಿನ ಪ್ರದೇಶಗಳಲ್ಲಿ ವಿದ್ಯುತ್ ವ್ಯತ್ಯಯ ಉಂಟಾಗಲಿದೆ ಎಂದು ಚಾಮುಂಡೇಶ್ವರಿ ವಿದ್ಯುತ್ ಸರಬರಾಜು ನಿಗಮ ನಿಯಮಿತದ ಕಾರ್ಯನಿರ್ವಾಹಕ ಅಭಿಯಂತರರು ತಿಳಿಸಿದ್ದಾರೆ.: [1231, 1086, 1516, 1292]
article-halls-body: [272, 2160, 795, 2403]
paragraph: ಕರ್ನಾಟಕ ರಾಜ್ಯ ಹಿಂದುಳಿದ ವರ್ಗಗಳ ಆಯೋಗದ ವತಿಯಿಂದ ನಡೆಸುತ್ತಿರುವ ಸಾಮಾಜಿಕ ಮತ್ತು ಶೈಕ್ಷಣಿಕ ಸಮೀಕ್ಷೆ-2025 ರ ಸಂಬಂಧ, ಬೆಂಗಳೂರು ನಗರ ಜಿಲ್ಲೆಯ ನಾಗರೀಕರು ಸಮೀಕ್ಷೆಗೆ ತಮ್ಮ ಮಾಹಿತಿ ನೋಂದಾಯಿಸಲು ಅನುಕೂಲವಾಗುವಂತೆ ಸಹಾಯವಾಣಿ ಸಂಖ್ಯೆಯನ್ನು ಒದಗಿಸಲಾಗಿದೆ,: [819, 2137, 1284, 2202]
article-survey-col3: [597, 167, 897, 531]
page-number: 3: [1461, 4, 1511, 95]
article-youth-lead: [483, 686, 718, 888]
